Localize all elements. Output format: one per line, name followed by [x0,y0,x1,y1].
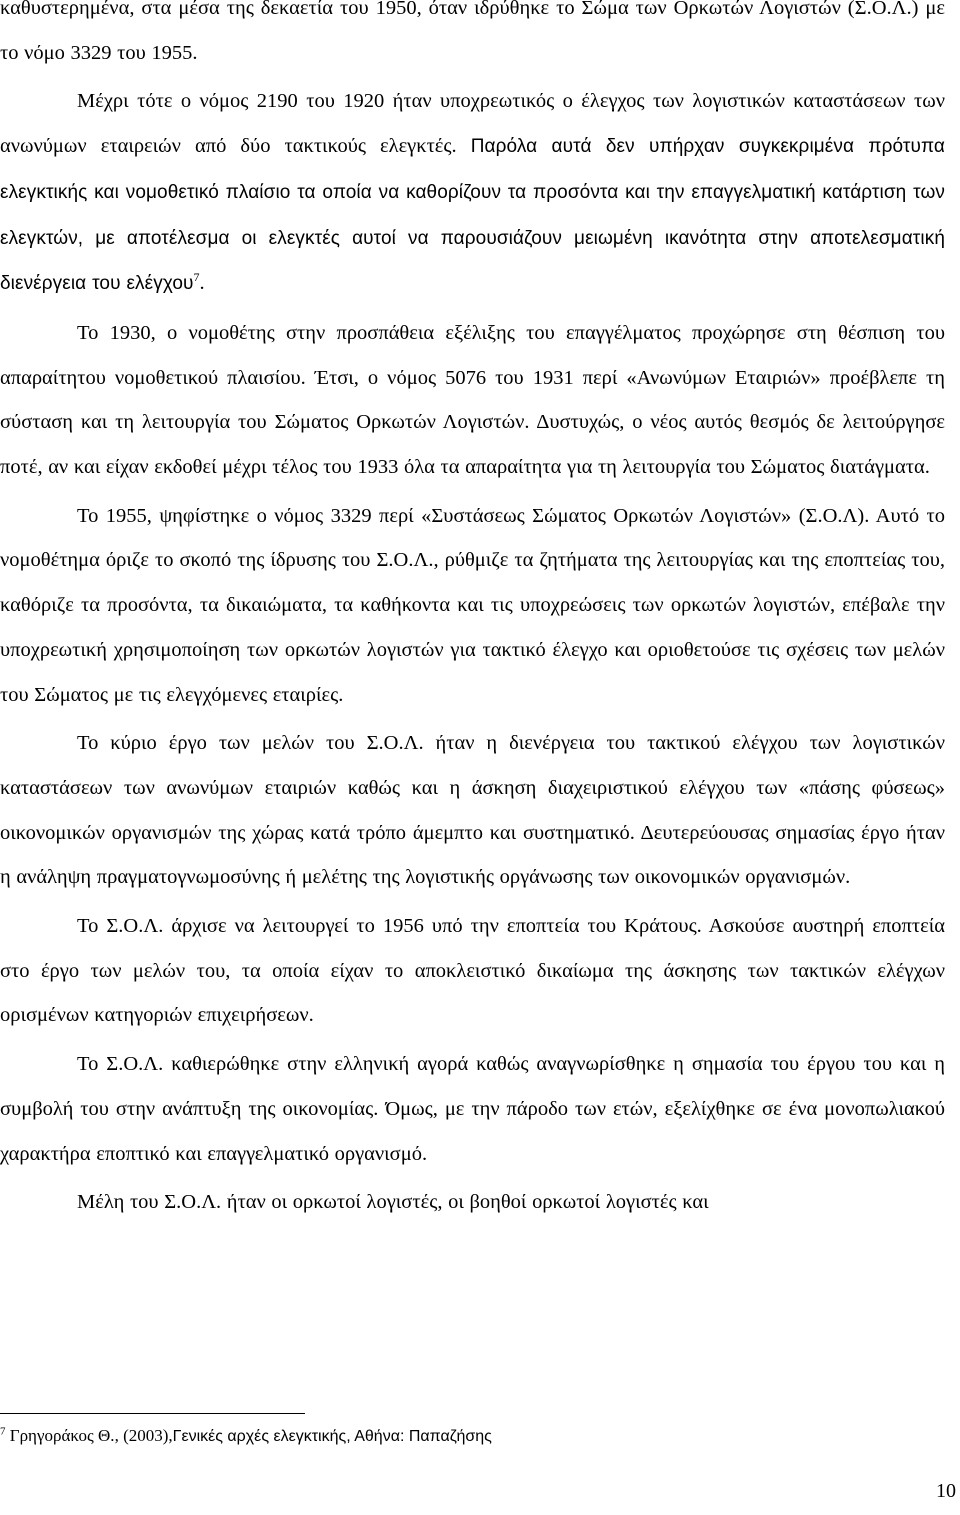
paragraph-text: καθυστερημένα, στα μέσα της δεκαετία του 1950, όταν ιδρύθηκε το Σώμα των Ορκωτών Λογιστών (Σ.Ο.Λ.) με το νόμο 3329 του 1955. [0,0,945,64]
paragraph-5 [0,721,945,900]
footnote-author: Γρηγοράκος Θ. [5,1426,115,1445]
footnote-title: Γενικές αρχές ελεγκτικής, Αθήνα: Παπαζήσης [172,1428,492,1445]
paragraph-text: Το 1955, ψηφίστηκε ο νόμος 3329 περί «Συστάσεως Σώματος Ορκωτών Λογιστών» (Σ.Ο.Λ). Αυτό το νομοθέτημα όριζε το σκοπό της ίδρυσης του Σ.Ο.Λ., ρύθμιζε τα ζητήματα της λειτουργίας και της εποπτείας του, καθόριζε τα προσόντα, τα δικαιώματα, τα καθήκοντα και τις υποχρεώσεις των ορκωτών λογιστών, επέβαλε την υποχρεωτική χρησιμοποίηση των ορκωτών λογιστών για τακτικό έλεγχο και οριοθετούσε τις σχέσεις των μελών του Σώματος με τις ελεγχόμενες εταιρίες. [0,504,945,706]
paragraph-text: Το κύριο έργο των μελών του Σ.Ο.Λ. ήταν η διενέργεια του τακτικού ελέγχου των λογιστικών καταστάσεων των ανωνύμων εταιριών καθώς και η άσκηση διαχειριστικού ελέγχου των «πάσης φύσεως» οικονομικών οργανισμών της χώρας κατά τρόπο άμεμπτο και συστηματικό. Δευτερεύουσας σημασίας έργο ήταν η ανάληψη πραγματογνωμοσύνης ή μελέτης της λογιστικής οργάνωσης των οικονομικών οργανισμών. [0,732,945,889]
footnote-reference: 7 [193,270,200,285]
paragraph-6 [0,904,945,1038]
paragraph-7 [0,1042,945,1176]
footnote-number: 7 [0,1425,6,1438]
paragraph-text: Μέλη του Σ.Ο.Λ. ήταν οι ορκωτοί λογιστές, οι βοηθοί ορκωτοί λογιστές και [77,1191,709,1214]
paragraph-text: Μέχρι τότε ο νόμος 2190 του 1920 ήταν υποχρεωτικός ο έλεγχος των λογιστικών καταστάσεων των ανωνύμων εταιρειών από δύο τακτικούς ελεγκτές. [0,90,945,158]
paragraph-4 [0,494,945,718]
paragraph-text-sans: Παρόλα αυτά δεν υπήρχαν συγκεκριμένα πρότυπα ελεγκτικής και νομοθετικό πλαίσιο τα οποία να καθορίζουν τα προσόντα και την επαγγελματική κατάρτιση των ελεγκτών, με αποτέλεσμα οι ελεγκτές αυτοί να παρουσιάζουν μειωμένη ικανότητα στην αποτελεσματική διενέργεια του ελέγχου [0,136,946,295]
paragraph-continued [0,0,945,75]
paragraph-text: . [199,272,205,295]
paragraph-text: Το Σ.Ο.Λ. καθιερώθηκε στην ελληνική αγορά καθώς αναγνωρίσθηκε η σημασία του έργου του και η συμβολή του στην ανάπτυξη της οικονομίας. Όμως, με την πάροδο των ετών, εξελίχθηκε σε ένα μονοπωλιακού χαρακτήρα εποπτικό και επαγγελματικό οργανισμό. [0,1053,945,1165]
paragraph-text: Το 1930, ο νομοθέτης στην προσπάθεια εξέλιξης του επαγγέλματος προχώρησε στη θέσπιση του απαραίτητου νομοθετικού πλαισίου. Έτσι, ο νόμος 5076 του 1931 περί «Ανωνύμων Εταιριών» προέβλεπε τη σύσταση και τη λειτουργία του Σώματος Ορκωτών Λογιστών. Δυστυχώς, ο νέος αυτός θεσμός δε λειτούργησε ποτέ, αν και είχαν εκδοθεί μέχρι τέλος του 1933 όλα τα απαραίτητα για τη λειτουργία του Σώματος διατάγματα. [0,321,945,479]
paragraph-2 [0,79,945,307]
page-number: 10 [936,1480,956,1502]
paragraph-3 [0,311,945,490]
footnote-separator [0,1413,305,1414]
paragraph-text: Το Σ.Ο.Λ. άρχισε να λειτουργεί το 1956 υπό την εποπτεία του Κράτους. Ασκούσε αυστηρή εποπτεία στο έργο των μελών του, τα οποία είχαν το αποκλειστικό δικαίωμα της άσκησης των τακτικών ελέγχων ορισμένων κατηγοριών επιχειρήσεων. [0,915,945,1027]
footnote-year: , (2003), [114,1426,173,1445]
footnote [0,1425,940,1448]
paragraph-8 [0,1180,945,1225]
